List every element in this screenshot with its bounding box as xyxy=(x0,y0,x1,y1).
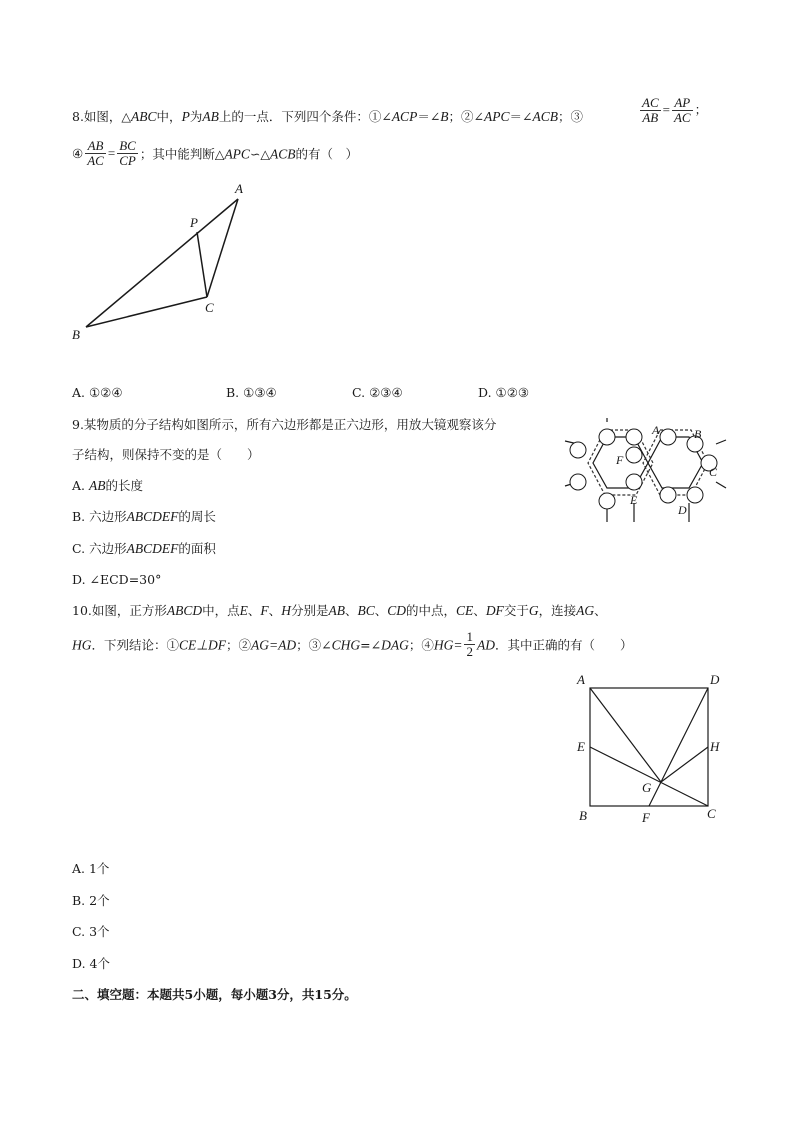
q9-option-d[interactable]: D. ∠ECD=30° xyxy=(72,572,162,587)
q10-option-b[interactable]: B. 2个 xyxy=(72,893,110,908)
atom-circle xyxy=(599,429,615,445)
label-A: A xyxy=(577,672,585,687)
q9-option-c[interactable]: C. 六边形ABCDEF的面积 xyxy=(72,541,216,556)
label-F: F xyxy=(642,810,650,825)
atom-circle xyxy=(570,442,586,458)
q8-condition-3-fraction: $\frac{AC}{AB}$ = $\frac{AP}{AC}$ ； xyxy=(642,95,708,125)
label-E: E xyxy=(630,493,638,507)
label-B: B xyxy=(72,327,80,342)
atom-circle-F xyxy=(626,447,642,463)
label-B: B xyxy=(579,808,587,823)
q10-square-figure xyxy=(574,670,728,826)
atom-circle xyxy=(599,493,615,509)
label-A: A xyxy=(652,423,660,437)
q8-stem-line1: 8.如图，△ABC中，P为AB上的一点．下列四个条件：①∠ACP＝∠B；②∠APC＝∠ACB；③ xyxy=(72,109,584,124)
label-D: D xyxy=(710,672,720,687)
q9-option-b[interactable]: B. 六边形ABCDEF的周长 xyxy=(72,509,216,524)
segment-DF xyxy=(649,688,708,806)
q9-option-a[interactable]: A. AB的长度 xyxy=(72,478,143,493)
segment-PC xyxy=(197,232,207,297)
label-B: B xyxy=(694,427,702,441)
segment-AG xyxy=(590,688,661,782)
atom-circle xyxy=(660,487,676,503)
q8-stem-line2: ④ $\frac{AB}{AC}$ = $\frac{BC}{CP}$ ；其中能判断△APC∽△ACB的有（ ） xyxy=(72,138,359,168)
q10-option-a[interactable]: A. 1个 xyxy=(72,861,110,876)
atom-circle-D xyxy=(687,487,703,503)
label-P: P xyxy=(190,215,198,230)
label-H: H xyxy=(710,739,720,754)
q8-option-c[interactable]: C. ②③④ xyxy=(352,385,403,400)
q8-option-a[interactable]: A. ①②④ xyxy=(72,385,123,400)
q10-stem-line2: HG．下列结论：①CE⊥DF；②AG=AD；③∠CHG=∠DAG；④HG= $\frac{1}{2}$ AD．其中正确的有（ ） xyxy=(72,629,633,659)
segment-HG xyxy=(661,747,708,782)
label-D: D xyxy=(678,503,687,517)
atom-circle xyxy=(626,429,642,445)
label-A: A xyxy=(235,181,243,196)
label-F: F xyxy=(616,453,624,467)
q10-option-c[interactable]: C. 3个 xyxy=(72,924,110,939)
q9-molecule-figure xyxy=(560,418,728,526)
section-2-heading: 二、填空题：本题共5小题，每小题3分，共15分。 xyxy=(72,987,357,1002)
q8-option-d[interactable]: D. ①②③ xyxy=(478,385,530,400)
q9-stem-line2: 子结构，则保持不变的是（ ） xyxy=(72,447,260,462)
q8-option-b[interactable]: B. ①③④ xyxy=(226,385,277,400)
label-C: C xyxy=(707,806,716,821)
atom-circle-E xyxy=(626,474,642,490)
label-G: G xyxy=(642,780,652,795)
label-C: C xyxy=(205,300,214,315)
atom-circle-A xyxy=(660,429,676,445)
label-E: E xyxy=(577,739,585,754)
q10-option-d[interactable]: D. 4个 xyxy=(72,956,110,971)
segment-EC xyxy=(590,747,708,806)
atom-circle xyxy=(570,474,586,490)
q8-triangle-figure xyxy=(60,178,260,353)
label-C: C xyxy=(709,465,718,479)
q9-stem-line1: 9.某物质的分子结构如图所示，所有六边形都是正六边形，用放大镜观察该分 xyxy=(72,417,497,432)
segment-CA xyxy=(207,199,238,297)
q10-stem-line1: 10.如图，正方形ABCD中，点E、F、H分别是AB、BC、CD的中点，CE、DF交于G，连接AG、 xyxy=(72,603,607,618)
